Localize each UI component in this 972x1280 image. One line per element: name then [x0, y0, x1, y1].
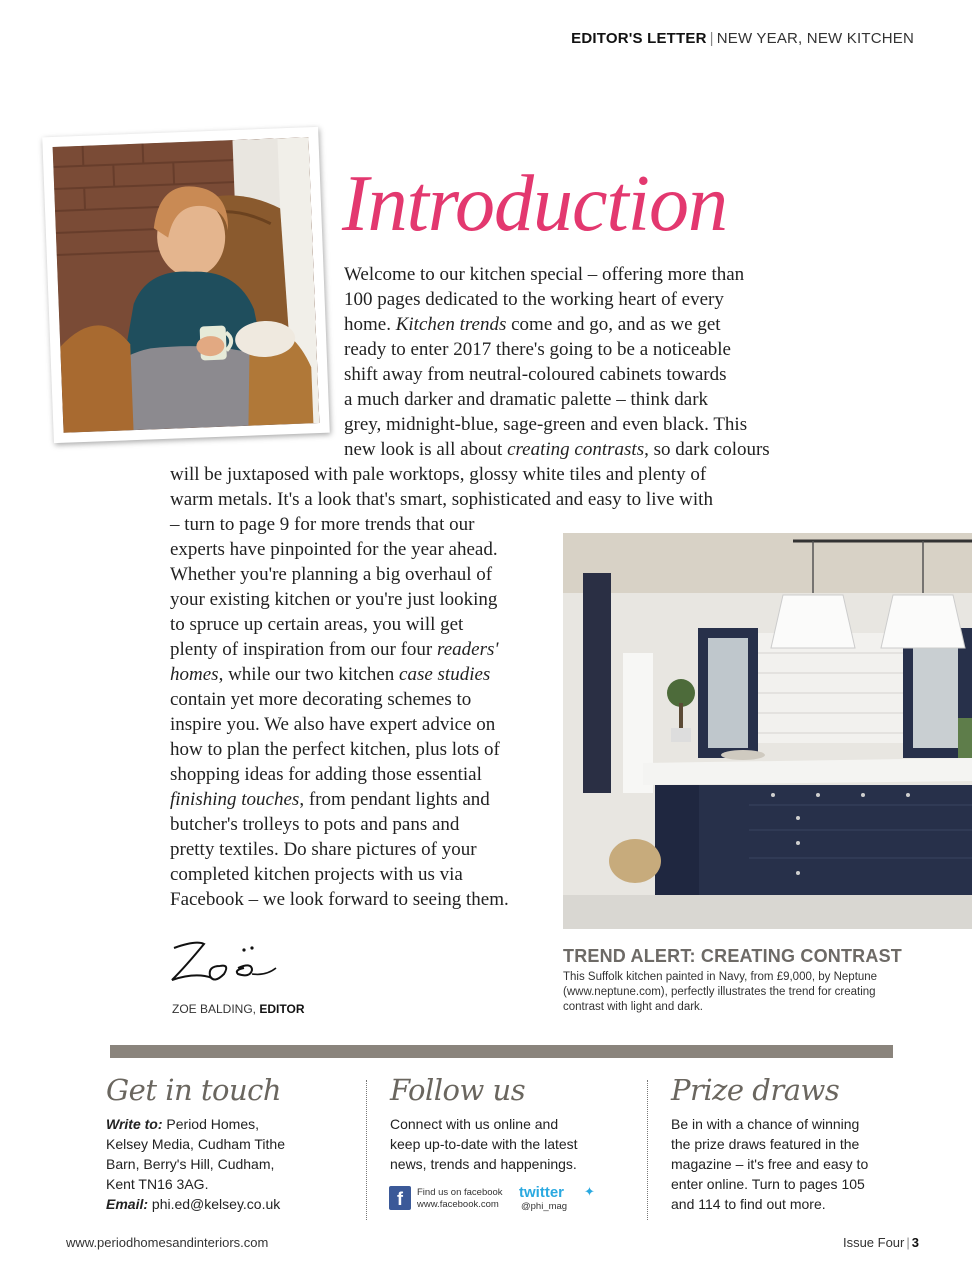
intro-line: pretty textiles. Do share pictures of your [170, 839, 477, 860]
intro-line [170, 637, 509, 662]
intro-line [344, 437, 770, 462]
editor-role: EDITOR [259, 1002, 305, 1016]
prize-line: enter online. Turn to pages 105 [671, 1176, 865, 1192]
twitter-handle[interactable]: @phi_mag [521, 1201, 568, 1212]
twitter-bird-icon: ✦ [584, 1184, 595, 1199]
address-line: Barn, Berry's Hill, Cudham, [106, 1156, 275, 1172]
signature-caption [172, 1002, 305, 1016]
intro-line: will be juxtaposed with pale worktops, glossy white tiles and plenty of [170, 464, 707, 485]
kitchen-photo [563, 533, 972, 929]
intro-emphasis: case studies [399, 664, 491, 685]
address-line: Kent TN16 3AG. [106, 1176, 209, 1192]
intro-line: Welcome to our kitchen special – offering more than [344, 264, 745, 285]
section-topic: NEW YEAR, NEW KITCHEN [716, 30, 914, 47]
page-title: Introduction [342, 160, 727, 248]
trend-alert-caption [563, 970, 943, 1015]
intro-line [344, 312, 770, 337]
editor-portrait-image [53, 137, 320, 433]
follow-line: keep up-to-date with the latest [390, 1136, 578, 1152]
column-divider [647, 1080, 648, 1220]
section-header [571, 30, 914, 47]
editor-name: ZOE BALDING, [172, 1002, 257, 1016]
trend-alert-title: TREND ALERT: CREATING CONTRAST [563, 946, 902, 966]
column-divider [366, 1080, 367, 1220]
intro-line: your existing kitchen or you're just looking [170, 589, 498, 610]
follow-line: Connect with us online and [390, 1116, 559, 1132]
intro-run: plenty of inspiration from our four [170, 639, 438, 660]
follow-us-column [390, 1070, 578, 1174]
intro-line [170, 787, 509, 812]
section-divider-bar [110, 1045, 893, 1058]
intro-line: butcher's trolleys to pots and pans and [170, 814, 460, 835]
intro-line: grey, midnight-blue, sage-green and even black. This [344, 414, 748, 435]
intro-line: experts have pinpointed for the year ahead. [170, 539, 498, 560]
address-line [106, 1114, 285, 1134]
kitchen-image [563, 533, 972, 929]
get-in-touch-heading: Get in touch [106, 1073, 282, 1107]
facebook-link[interactable] [417, 1187, 503, 1211]
section-label: EDITOR'S LETTER [571, 30, 707, 47]
social-links [389, 1186, 609, 1216]
intro-run: , from pendant lights and [299, 789, 490, 810]
email-label: Email: [106, 1196, 149, 1212]
caption-line: contrast with light and dark. [563, 1001, 703, 1013]
intro-line: a much darker and dramatic palette – think dark [344, 389, 709, 410]
intro-line: ready to enter 2017 there's going to be a noticeable [344, 339, 731, 360]
intro-run: , so dark colours [644, 439, 770, 460]
intro-line: inspire you. We also have expert advice on [170, 714, 496, 735]
intro-line: shopping ideas for adding those essential [170, 764, 482, 785]
intro-line [170, 662, 509, 687]
intro-line: warm metals. It's a look that's smart, sophisticated and easy to live with [170, 489, 713, 510]
prize-line: and 114 to find out more. [671, 1196, 826, 1212]
prize-line: magazine – it's free and easy to [671, 1156, 869, 1172]
editor-photo [53, 137, 320, 433]
intro-line: 100 pages dedicated to the working heart of every [344, 289, 724, 310]
intro-emphasis: readers' [437, 639, 499, 660]
editor-photo-frame [42, 127, 330, 443]
address-text: Period Homes, [166, 1116, 259, 1132]
footer-separator: | [906, 1235, 910, 1250]
intro-line: Facebook – we look forward to seeing them. [170, 889, 509, 910]
prize-line: Be in with a chance of winning [671, 1116, 860, 1132]
prize-draws-heading: Prize draws [671, 1073, 840, 1107]
caption-line: This Suffolk kitchen painted in Navy, from £9,000, by Neptune [563, 971, 878, 983]
intro-line: – turn to page 9 for more trends that our [170, 514, 475, 535]
intro-emphasis: finishing touches [170, 789, 300, 810]
intro-run: home. [344, 314, 396, 335]
intro-full-text [170, 462, 713, 512]
footer-issue [843, 1235, 919, 1250]
intro-emphasis: Kitchen trends [395, 314, 507, 335]
facebook-icon[interactable]: f [389, 1186, 411, 1210]
intro-line: Whether you're planning a big overhaul of [170, 564, 493, 585]
twitter-logo[interactable]: twitter [519, 1184, 564, 1201]
intro-line: how to plan the perfect kitchen, plus lots of [170, 739, 500, 760]
intro-narrow-text [170, 512, 509, 912]
follow-us-heading: Follow us [390, 1073, 526, 1107]
write-to-label: Write to: [106, 1116, 163, 1132]
facebook-url: www.facebook.com [417, 1199, 499, 1210]
email-address[interactable]: phi.ed@kelsey.co.uk [151, 1196, 281, 1212]
intro-line: completed kitchen projects with us via [170, 864, 463, 885]
intro-line: contain yet more decorating schemes to [170, 689, 472, 710]
footer-website[interactable]: www.periodhomesandinteriors.com [66, 1235, 269, 1250]
email-line [106, 1194, 285, 1214]
issue-label: Issue Four [842, 1235, 905, 1250]
intro-line: shift away from neutral-coloured cabinets towards [344, 364, 727, 385]
header-separator: | [709, 30, 714, 47]
intro-run: new look is all about [344, 439, 508, 460]
prize-line: the prize draws featured in the [671, 1136, 860, 1152]
follow-line: news, trends and happenings. [390, 1156, 577, 1172]
intro-emphasis: homes [170, 664, 219, 685]
address-line: Kelsey Media, Cudham Tithe [106, 1136, 285, 1152]
intro-run: come and go, and as we get [506, 314, 721, 335]
page-number: 3 [911, 1235, 919, 1250]
intro-wrapped-text [344, 262, 770, 462]
facebook-label: Find us on facebook [417, 1187, 503, 1198]
prize-draws-column [671, 1070, 868, 1214]
intro-emphasis: creating contrasts [507, 439, 645, 460]
get-in-touch-column [106, 1070, 285, 1214]
caption-line: (www.neptune.com), perfectly illustrates the trend for creating [563, 986, 876, 998]
editor-signature [166, 936, 286, 988]
intro-run: , while our two kitchen [218, 664, 400, 685]
intro-line: to spruce up certain areas, you will get [170, 614, 464, 635]
